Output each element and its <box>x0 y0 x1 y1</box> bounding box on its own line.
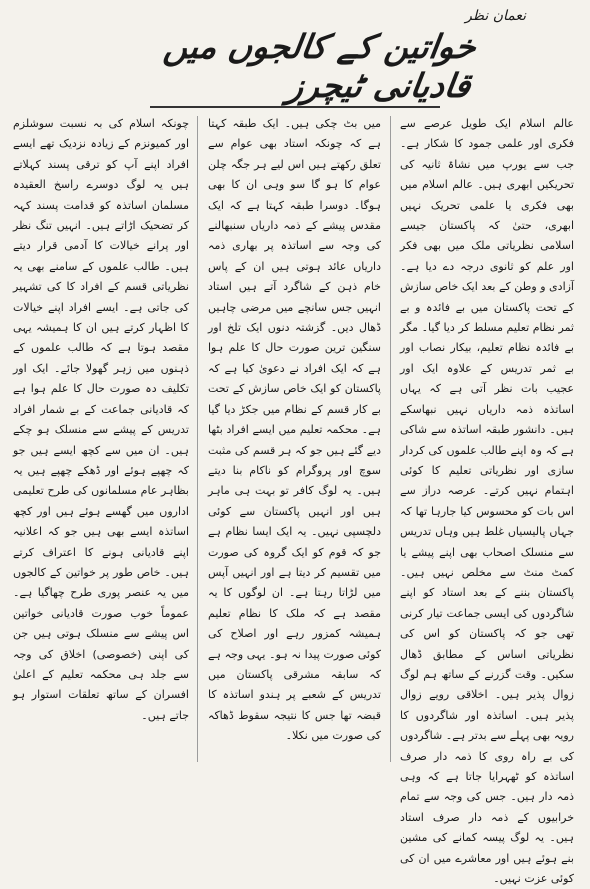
column-divider <box>390 116 391 762</box>
column-text: عالم اسلام ایک طویل عرصے سے فکری اور علمی جمود کا شکار ہے۔ جب سے یورپ میں نشاۃ ثانیہ کی تحریکیں ابھری ہیں۔ عالم اسلام میں بھی فکری یا علمی تحریک نہیں ابھری، حتیٰ کہ پاکستان جیسے اسلامی نظریاتی ملک میں بھی فکر اور علم کو ثانوی درجہ دے دیا ہے۔ آزادی و وطن کے بعد ایک خاص سازش کے تحت پاکستان میں بے فائدہ و بے ثمر نظام تعلیم مسلط کر دیا گیا۔ مگر بے فائدہ نظام تعلیم، بیکار نصاب اور بے ثمر تدریس کے علاوہ ایک اور عجیب بات نظر آتی ہے کہ یہاں اساتذہ ذمہ داریاں نہیں نبھاسکے ہیں۔ دانشور طبقہ اساتذہ سے شاکی ہے کہ وہ اپنے طالب علموں کی کردار سازی اور نظریاتی تعلیم کا کوئی اہتمام نہیں کرتے۔ عرصہ دراز سے اس بات کو محسوس کیا جارہا تھا کہ جہاں پالیسیاں غلط ہیں وہاں تدریس سے منسلک اصحاب بھی اپنے پیشے یا کمٹ منٹ سے مخلص نہیں ہیں۔ پاکستان بننے کے بعد استاد کو اپنے شاگردوں کی ایسی جماعت تیار کرنی تھی جو کہ پاکستان کو اس کی نظریاتی اساس کے مطابق ڈھال سکیں۔ وقت گزرنے کے ساتھ ہم لوگ زوال پذیر ہیں۔ اخلاقی رویے زوال پذیر ہیں۔ اساتذہ اور شاگردوں کا رویہ بھی پہلے سے بدتر ہے۔ شاگردوں کی بے راہ روی کا ذمہ دار صرف اساتذہ کو ٹھہرایا جاتا ہے کہ وہی ذمہ دار ہیں۔ جس کی وجہ سے تمام خرابیوں کے ذمہ دار صرف استاد ہیں۔ یہ لوگ پیسہ کمانے کی مشین بنے ہوئے ہیں اور معاشرے میں ان کی کوئی عزت نہیں۔ <box>400 117 574 886</box>
headline-underline <box>150 106 440 108</box>
column-text: میں بٹ چکی ہیں۔ ایک طبقہ کہتا ہے کہ چونکہ استاد بھی عوام سے تعلق رکھتے ہیں اس لیے ہر جگہ چلن عوام کا ہو گا سو وہی ان کا بھی ہوگا۔ دوسرا طبقہ کہتا ہے کہ ایک مقدس پیشے کے ذمہ داریاں سنبھالنے کی وجہ سے اساتذہ پر بھاری ذمہ داریاں عائد ہوتی ہیں ان کے پاس خام ذہن کے شاگرد آتے ہیں استاد انہیں جس سانچے میں مرضی چاہیں ڈھال دیں۔ گزشتہ دنوں ایک تلخ اور سنگین ترین صورت حال کا علم ہوا ہے کہ ایک افراد نے دعویٰ کیا ہے کہ پاکستان کو ایک خاص سازش کے تحت بے کار قسم کے نظام میں جکڑ دیا گیا ہے۔ محکمہ تعلیم میں ایسے افراد بٹھا دیے گئے ہیں جو کہ ہر قسم کی مثبت سوچ اور پروگرام کو ناکام بنا دیتے ہیں۔ یہ لوگ کافر تو بہت ہی ماہر ہیں اور انہیں پاکستان سے کوئی دلچسپی نہیں۔ یہ ایک ایسا نظام ہے جو کہ قوم کو ایک گروہ کی صورت میں تقسیم کر دیتا ہے اور انہیں آپس میں لڑاتا رہتا ہے۔ ان لوگوں کا یہ مقصد ہے کہ ملک کا نظام تعلیم ہمیشہ کمزور رہے اور اصلاح کی کوئی صورت پیدا نہ ہو۔ یہی وجہ ہے کہ سابقہ مشرقی پاکستان میں تدریس کے شعبے پر ہندو اساتذہ کا قبضہ تھا جس کا نتیجہ سقوط ڈھاکہ کی صورت میں نکلا۔ <box>208 117 381 743</box>
byline: نعمان نظر <box>465 8 526 24</box>
article-column-middle <box>208 114 381 762</box>
article-column-right <box>400 114 574 886</box>
article-column-left <box>13 114 189 762</box>
article-headline: خواتین کے کالجوں میں قادیانی ٹیچرز <box>161 27 479 105</box>
column-text: چونکہ اسلام کی بہ نسبت سوشلزم اور کمیونزم کے زیادہ نزدیک تھے ایسے افراد اپنے آپ کو ترقی پسند کہلاتے ہیں یہ لوگ دوسرے راسخ العقیدہ مسلمان اساتذہ کو قدامت پسند کہہ کر تضحیک اڑاتے ہیں۔ انہیں تنگ نظر اور پرانے خیالات کا آدمی قرار دیتے ہیں۔ طالب علموں کے سامنے بھی یہ نظریاتی قسم کے افراد کا کی تشہیر کی جاتی ہے۔ ایسے افراد اپنے خیالات کا اظہار کرتے ہیں ان کا ہمیشہ یہی مقصد ہوتا ہے کہ طالب علموں کے ذہنوں میں زہر گھولا جائے۔ ایک اور تکلیف دہ صورت حال کا علم ہوا ہے کہ قادیانی جماعت کے بے شمار افراد تدریس کے پیشے سے منسلک ہو چکے ہیں۔ ان میں سے کچھ ایسے ہیں جو کہ چھپے ہوئے اور ڈھکے چھپے ہیں یہ بظاہر عام مسلمانوں کی طرح تعلیمی اداروں میں گھسے ہوئے ہیں اور کچھ اساتذہ ایسے بھی ہیں جو کہ اعلانیہ اپنے قادیانی ہونے کا اعتراف کرتے ہیں۔ خاص طور پر خواتین کے کالجوں میں یہ عنصر پوری طرح چھاگیا ہے۔ عموماً خوب صورت قادیانی خواتین اس پیشے سے منسلک ہوتی ہیں جن کی اپنی (خصوصی) اخلاق کی وجہ سے جلد ہی محکمہ تعلیم کے اعلیٰ افسران کے ساتھ تعلقات استوار ہو جاتے ہیں۔ <box>13 117 189 722</box>
column-divider <box>197 116 198 762</box>
